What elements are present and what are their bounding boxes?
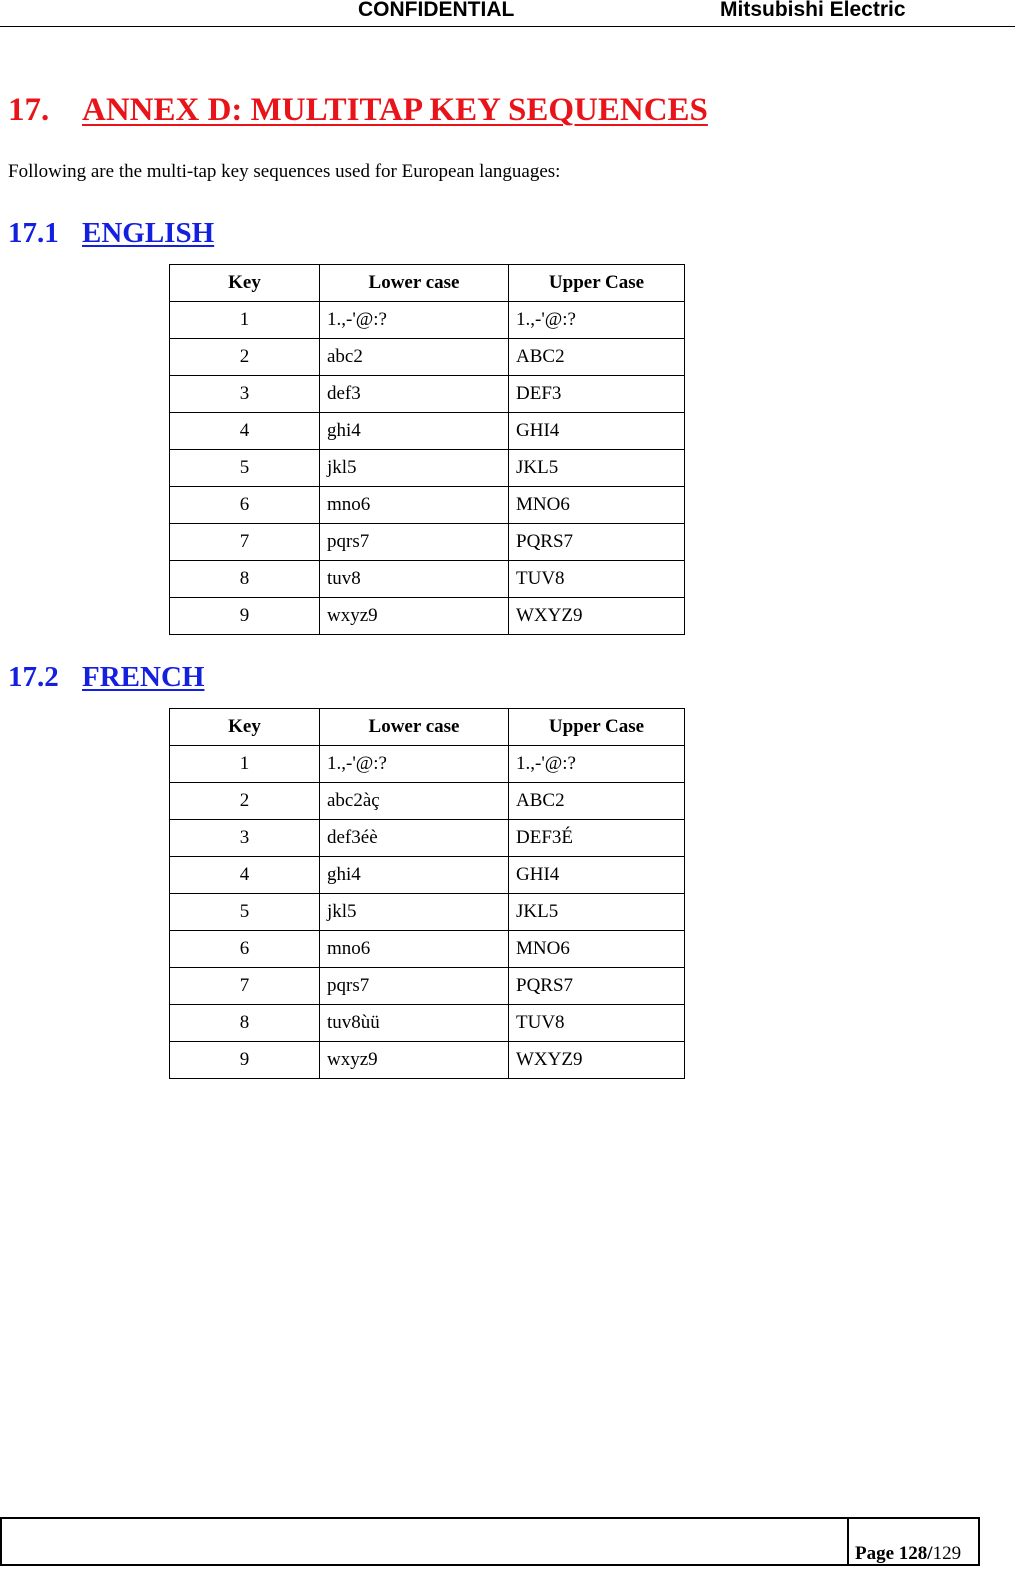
key-cell: 6 bbox=[170, 931, 320, 968]
upper-case-cell: ABC2 bbox=[509, 783, 685, 820]
table-row bbox=[170, 487, 685, 524]
section-title-text: ENGLISH bbox=[82, 217, 215, 249]
upper-case-cell: GHI4 bbox=[509, 857, 685, 894]
upper-case-cell: TUV8 bbox=[509, 1005, 685, 1042]
table-header-row bbox=[170, 709, 685, 746]
column-header-key: Key bbox=[170, 709, 320, 746]
lower-case-cell: mno6 bbox=[320, 487, 509, 524]
chapter-number: 17. bbox=[8, 92, 50, 128]
page-number bbox=[855, 1543, 961, 1565]
key-cell: 7 bbox=[170, 524, 320, 561]
upper-case-cell: ABC2 bbox=[509, 339, 685, 376]
upper-case-cell: MNO6 bbox=[509, 931, 685, 968]
table-row bbox=[170, 1042, 685, 1079]
key-cell: 5 bbox=[170, 450, 320, 487]
lower-case-cell: wxyz9 bbox=[320, 1042, 509, 1079]
column-header-key: Key bbox=[170, 265, 320, 302]
page-header bbox=[0, 0, 1015, 27]
key-cell: 8 bbox=[170, 561, 320, 598]
key-cell: 3 bbox=[170, 820, 320, 857]
upper-case-cell: PQRS7 bbox=[509, 524, 685, 561]
column-header-upper: Upper Case bbox=[509, 265, 685, 302]
key-cell: 1 bbox=[170, 746, 320, 783]
section-number: 17.1 bbox=[8, 217, 59, 249]
upper-case-cell: GHI4 bbox=[509, 413, 685, 450]
key-cell: 4 bbox=[170, 857, 320, 894]
lower-case-cell: def3éè bbox=[320, 820, 509, 857]
key-cell: 3 bbox=[170, 376, 320, 413]
page-footer bbox=[0, 1517, 980, 1566]
chapter-title bbox=[8, 92, 708, 129]
table-row bbox=[170, 598, 685, 635]
lower-case-cell: ghi4 bbox=[320, 413, 509, 450]
company-name: Mitsubishi Electric bbox=[720, 0, 906, 21]
upper-case-cell: 1.,-'@:? bbox=[509, 746, 685, 783]
key-cell: 9 bbox=[170, 1042, 320, 1079]
key-cell: 1 bbox=[170, 302, 320, 339]
upper-case-cell: PQRS7 bbox=[509, 968, 685, 1005]
table-row bbox=[170, 931, 685, 968]
table-row bbox=[170, 302, 685, 339]
key-cell: 4 bbox=[170, 413, 320, 450]
page-total: 129 bbox=[932, 1543, 962, 1564]
lower-case-cell: pqrs7 bbox=[320, 524, 509, 561]
lower-case-cell: ghi4 bbox=[320, 857, 509, 894]
upper-case-cell: TUV8 bbox=[509, 561, 685, 598]
section-title-text: FRENCH bbox=[82, 661, 205, 693]
upper-case-cell: MNO6 bbox=[509, 487, 685, 524]
table-row bbox=[170, 524, 685, 561]
table-row bbox=[170, 561, 685, 598]
lower-case-cell: wxyz9 bbox=[320, 598, 509, 635]
key-cell: 7 bbox=[170, 968, 320, 1005]
chapter-title-text: ANNEX D: MULTITAP KEY SEQUENCES bbox=[82, 92, 708, 128]
table-row bbox=[170, 746, 685, 783]
lower-case-cell: 1.,-'@:? bbox=[320, 746, 509, 783]
column-header-lower: Lower case bbox=[320, 265, 509, 302]
upper-case-cell: WXYZ9 bbox=[509, 598, 685, 635]
table-row bbox=[170, 413, 685, 450]
lower-case-cell: abc2 bbox=[320, 339, 509, 376]
upper-case-cell: DEF3 bbox=[509, 376, 685, 413]
lower-case-cell: abc2àç bbox=[320, 783, 509, 820]
key-cell: 2 bbox=[170, 339, 320, 376]
table-row bbox=[170, 968, 685, 1005]
key-cell: 5 bbox=[170, 894, 320, 931]
confidential-label: CONFIDENTIAL bbox=[358, 0, 515, 21]
table-row bbox=[170, 1005, 685, 1042]
footer-divider bbox=[847, 1519, 849, 1564]
section-title-english bbox=[8, 217, 214, 250]
french-key-table bbox=[169, 708, 685, 1079]
lower-case-cell: jkl5 bbox=[320, 450, 509, 487]
key-cell: 2 bbox=[170, 783, 320, 820]
upper-case-cell: JKL5 bbox=[509, 450, 685, 487]
table-row bbox=[170, 820, 685, 857]
section-title-french bbox=[8, 661, 204, 694]
upper-case-cell: DEF3É bbox=[509, 820, 685, 857]
table-row bbox=[170, 894, 685, 931]
table-row bbox=[170, 339, 685, 376]
table-row bbox=[170, 783, 685, 820]
key-cell: 6 bbox=[170, 487, 320, 524]
lower-case-cell: mno6 bbox=[320, 931, 509, 968]
column-header-lower: Lower case bbox=[320, 709, 509, 746]
table-row bbox=[170, 376, 685, 413]
lower-case-cell: def3 bbox=[320, 376, 509, 413]
table-row bbox=[170, 450, 685, 487]
upper-case-cell: 1.,-'@:? bbox=[509, 302, 685, 339]
table-header-row bbox=[170, 265, 685, 302]
french-table-body bbox=[170, 746, 685, 1079]
english-key-table bbox=[169, 264, 685, 635]
key-cell: 8 bbox=[170, 1005, 320, 1042]
section-number: 17.2 bbox=[8, 661, 59, 693]
page-label: Page 128/ bbox=[855, 1543, 933, 1564]
lower-case-cell: 1.,-'@:? bbox=[320, 302, 509, 339]
lower-case-cell: tuv8ùü bbox=[320, 1005, 509, 1042]
column-header-upper: Upper Case bbox=[509, 709, 685, 746]
lower-case-cell: pqrs7 bbox=[320, 968, 509, 1005]
key-cell: 9 bbox=[170, 598, 320, 635]
lower-case-cell: jkl5 bbox=[320, 894, 509, 931]
upper-case-cell: JKL5 bbox=[509, 894, 685, 931]
intro-paragraph: Following are the multi-tap key sequences used for European languages: bbox=[8, 161, 561, 182]
upper-case-cell: WXYZ9 bbox=[509, 1042, 685, 1079]
table-row bbox=[170, 857, 685, 894]
english-table-body bbox=[170, 302, 685, 635]
lower-case-cell: tuv8 bbox=[320, 561, 509, 598]
